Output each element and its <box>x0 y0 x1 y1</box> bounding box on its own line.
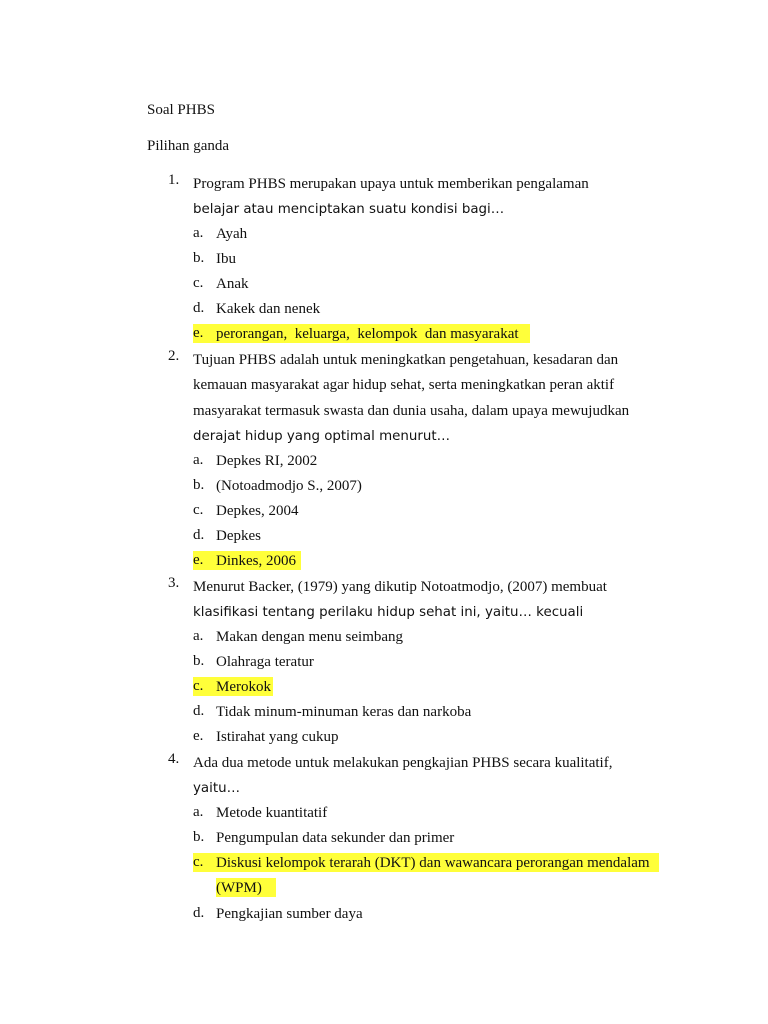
question-text <box>193 348 658 450</box>
option-text: (Notoadmodjo S., 2007) <box>216 478 362 494</box>
option-letter: d. <box>193 905 205 921</box>
question-text <box>193 751 658 802</box>
option-text: Istirahat yang cukup <box>216 729 339 745</box>
question-line: yaitu… <box>193 781 240 797</box>
option-letter: b. <box>193 653 205 669</box>
option-line: Diskusi kelompok terarah (DKT) dan wawancara perorangan mendalam <box>216 855 650 871</box>
question-line: Tujuan PHBS adalah untuk meningkatkan pengetahuan, kesadaran dan <box>193 352 619 368</box>
option-letter: a. <box>193 452 204 468</box>
option-letter: b. <box>193 250 205 266</box>
option-text: Makan dengan menu seimbang <box>216 629 404 645</box>
option-text: Anak <box>216 276 249 292</box>
option-text: Pengumpulan data sekunder dan primer <box>216 830 455 846</box>
page-title: Soal PHBS <box>147 102 215 118</box>
option-text: Olahraga teratur <box>216 654 314 670</box>
question-text <box>193 172 658 223</box>
option-text: Merokok <box>216 679 271 695</box>
option-text: Tidak minum-minuman keras dan narkoba <box>216 704 472 720</box>
option-letter: a. <box>193 628 204 644</box>
question-line: belajar atau menciptakan suatu kondisi bagi… <box>193 202 505 218</box>
option-letter: e. <box>193 552 204 568</box>
option-text: Ibu <box>216 251 236 267</box>
question-line: Ada dua metode untuk melakukan pengkajian PHBS secara kualitatif, <box>193 755 613 771</box>
question-line: derajat hidup yang optimal menurut… <box>193 429 450 445</box>
option-letter: b. <box>193 477 205 493</box>
option-letter: c. <box>193 275 204 291</box>
option-text: Dinkes, 2006 <box>216 553 296 569</box>
question-number: 3. <box>168 575 180 591</box>
option-text: Depkes <box>216 528 261 544</box>
option-letter: a. <box>193 804 204 820</box>
option-letter: b. <box>193 829 205 845</box>
question-line: Program PHBS merupakan upaya untuk memberikan pengalaman <box>193 176 589 192</box>
option-letter: d. <box>193 300 205 316</box>
option-text: Depkes, 2004 <box>216 503 299 519</box>
option-text: Depkes RI, 2002 <box>216 453 318 469</box>
option-text: Metode kuantitatif <box>216 805 328 821</box>
question-line: klasifikasi tentang perilaku hidup sehat ini, yaitu… kecuali <box>193 605 584 621</box>
option-letter: c. <box>193 854 204 870</box>
option-letter: e. <box>193 325 204 341</box>
option-letter: d. <box>193 703 205 719</box>
option-letter: a. <box>193 225 204 241</box>
section-title: Pilihan ganda <box>147 138 230 154</box>
option-line: (WPM) <box>216 880 262 897</box>
option-text: Pengkajian sumber daya <box>216 906 363 922</box>
question-line: masyarakat termasuk swasta dan dunia usaha, dalam upaya mewujudkan <box>193 402 630 419</box>
question-number: 2. <box>168 348 180 364</box>
question-number: 4. <box>168 751 180 767</box>
option-text: perorangan, keluarga, kelompok dan masyarakat <box>216 326 519 342</box>
option-text: Ayah <box>216 226 248 242</box>
option-letter: c. <box>193 678 204 694</box>
option-letter: e. <box>193 728 204 744</box>
option-text <box>216 851 661 902</box>
question-text <box>193 575 658 626</box>
option-letter: c. <box>193 502 204 518</box>
option-text: Kakek dan nenek <box>216 301 321 317</box>
question-number: 1. <box>168 172 180 188</box>
question-line: kemauan masyarakat agar hidup sehat, serta meningkatkan peran aktif <box>193 377 615 394</box>
option-letter: d. <box>193 527 205 543</box>
question-line: Menurut Backer, (1979) yang dikutip Notoatmodjo, (2007) membuat <box>193 579 607 595</box>
